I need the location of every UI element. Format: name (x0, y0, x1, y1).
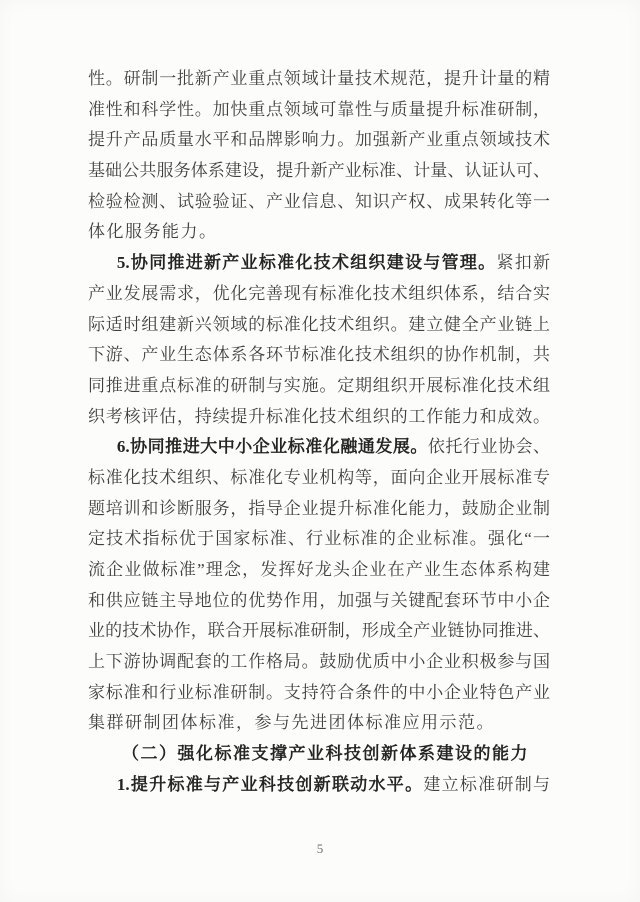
text-run: 依托行业协会、 (427, 437, 550, 457)
text-line (88, 310, 550, 341)
heading-run: （二）强化标准支撑产业科技创新体系建设的能力 (122, 744, 529, 764)
text-line (88, 64, 550, 95)
text-line (88, 463, 550, 494)
text-line (88, 187, 550, 218)
text-line (88, 95, 550, 126)
text-line (88, 647, 550, 678)
text-run: 标准化技术组织、标准化专业机构等，面向企业开展标准专 (88, 467, 550, 487)
text-run: 织考核评估，持续提升标准化技术组织的工作能力和成效。 (88, 406, 550, 426)
text-line (88, 248, 550, 279)
text-line (88, 586, 550, 617)
page-number: 5 (316, 841, 324, 856)
text-run: 产业发展需求，优化完善现有标准化技术组织体系，结合实 (88, 283, 550, 303)
text-line (88, 432, 550, 463)
text-line (88, 555, 550, 586)
document-body (88, 64, 550, 801)
text-run: 和供应链主导地位的优势作用，加强与关键配套环节中小企 (88, 590, 550, 610)
text-line (88, 340, 550, 371)
text-line (88, 279, 550, 310)
heading-run: 6.协同推进大中小企业标准化融通发展。 (116, 437, 428, 457)
text-line (88, 708, 550, 739)
text-line (88, 678, 550, 709)
text-run: 检验检测、试验验证、产业信息、知识产权、成果转化等一 (88, 191, 550, 211)
text-run: 下游、产业生态体系各环节标准化技术组织的协作机制，共 (88, 345, 550, 365)
text-run: 基础公共服务体系建设，提升新产业标准、计量、认证认可、 (88, 161, 550, 181)
text-run: 际适时组建新兴领域的标准化技术组织。建立健全产业链上 (88, 314, 550, 334)
text-run: 紧扣新 (496, 253, 550, 273)
text-line (88, 125, 550, 156)
text-run: 提升产品质量水平和品牌影响力。加强新产业重点领域技术 (88, 130, 550, 150)
text-run: 定技术指标优于国家标准、行业标准的企业标准。强化“一 (88, 529, 550, 549)
text-line (88, 739, 550, 770)
text-line (88, 371, 550, 402)
text-line (88, 217, 550, 248)
text-run: 题培训和诊断服务，指导企业提升标准化能力，鼓励企业制 (88, 498, 550, 518)
text-line (88, 616, 550, 647)
text-line (88, 402, 550, 433)
text-run: 集群研制团体标准，参与先进团体标准应用示范。 (88, 713, 495, 733)
text-line (88, 494, 550, 525)
text-run: 准性和科学性。加快重点领域可靠性与质量提升标准研制， (88, 99, 550, 119)
text-run: 家标准和行业标准研制。支持符合条件的中小企业特色产业 (88, 682, 550, 702)
text-line (88, 770, 550, 801)
text-run: 同推进重点标准的研制与实施。定期组织开展标准化技术组 (88, 375, 550, 395)
text-run: 流企业做标准”理念，发挥好龙头企业在产业生态体系构建 (88, 560, 550, 579)
heading-run: 1.提升标准与产业科技创新联动水平。 (116, 774, 424, 794)
text-line (88, 524, 550, 555)
text-run: 上下游协调配套的工作格局。鼓励优质中小企业积极参与国 (88, 652, 550, 672)
text-run: 建立标准研制与 (423, 774, 550, 794)
heading-run: 5.协同推进新产业标准化技术组织建设与管理。 (116, 253, 497, 273)
text-run: 体化服务能力。 (88, 222, 218, 242)
text-line (88, 156, 550, 187)
text-run: 业的技术协作，联合开展标准研制，形成全产业链协同推进、 (88, 621, 550, 641)
text-run: 性。研制一批新产业重点领域计量技术规范，提升计量的精 (88, 69, 550, 88)
